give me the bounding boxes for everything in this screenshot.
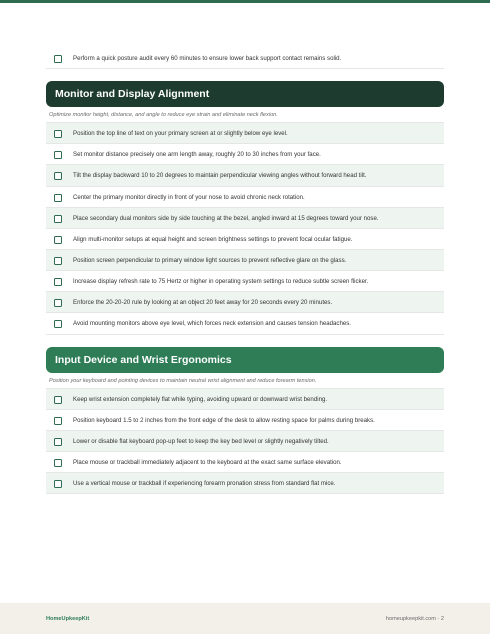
checklist-item[interactable] (46, 292, 444, 313)
checklist-item[interactable] (46, 452, 444, 473)
checkbox-icon[interactable] (54, 417, 62, 425)
checklist-item[interactable] (46, 165, 444, 186)
section-subtitle-monitor: Optimize monitor height, distance, and angle to reduce eye strain and eliminate neck flexion. (46, 107, 444, 123)
checklist-item-text: Position screen perpendicular to primary window light sources to prevent reflective glare on the glass. (73, 256, 347, 264)
page-footer (0, 603, 490, 634)
checklist-item[interactable] (46, 144, 444, 165)
checklist-item[interactable] (46, 271, 444, 292)
checkbox-icon[interactable] (54, 480, 62, 488)
checklist-item-text: Set monitor distance precisely one arm length away, roughly 20 to 30 inches from your face. (73, 151, 321, 159)
checkbox-icon[interactable] (54, 215, 62, 223)
checklist-item-text: Place secondary dual monitors side by side touching at the bezel, angled inward at 15 degrees toward your nose. (73, 214, 379, 222)
checklist-item-text: Tilt the display backward 10 to 20 degrees to maintain perpendicular viewing angles without forward head tilt. (73, 172, 367, 180)
checkbox-icon[interactable] (54, 130, 62, 138)
checklist-item[interactable] (46, 208, 444, 229)
section-heading-input: Input Device and Wrist Ergonomics (46, 347, 444, 373)
checklist-item-text: Increase display refresh rate to 75 Hertz or higher in operating system settings to reduce subtle screen flicker. (73, 278, 369, 286)
section-subtitle-input: Position your keyboard and pointing devices to maintain neutral wrist alignment and reduce forearm tension. (46, 373, 444, 389)
checkbox-icon[interactable] (54, 172, 62, 180)
checklist-item-text: Lower or disable flat keyboard pop-up feet to keep the key bed level or slightly negatively tilted. (73, 437, 329, 445)
top-rule (0, 0, 490, 3)
checklist-item[interactable] (46, 410, 444, 431)
checklist-item-text: Use a vertical mouse or trackball if experiencing forearm pronation stress from standard flat mice. (73, 480, 336, 488)
checklist-item-text: Center the primary monitor directly in front of your nose to avoid chronic neck rotation. (73, 193, 305, 201)
checkbox-icon[interactable] (54, 236, 62, 244)
checklist-item-text: Avoid mounting monitors above eye level, which forces neck extension and causes tension headaches. (73, 320, 351, 328)
checklist-item-text: Place mouse or trackball immediately adjacent to the keyboard at the exact same surface elevation. (73, 458, 342, 466)
checklist-item-text: Keep wrist extension completely flat while typing, avoiding upward or downward wrist bending. (73, 395, 328, 403)
checklist-item[interactable] (46, 123, 444, 144)
checklist-item[interactable] (46, 313, 444, 334)
checklist-item[interactable] (46, 431, 444, 452)
checkbox-icon[interactable] (54, 278, 62, 286)
checkbox-icon[interactable] (54, 55, 62, 63)
checkbox-icon[interactable] (54, 438, 62, 446)
checklist-page (46, 50, 444, 494)
checklist-item-text: Enforce the 20-20-20 rule by looking at an object 20 feet away for 20 seconds every 20 minutes. (73, 299, 333, 307)
checkbox-icon[interactable] (54, 320, 62, 328)
checkbox-icon[interactable] (54, 299, 62, 307)
checkbox-icon[interactable] (54, 257, 62, 265)
checkbox-icon[interactable] (54, 396, 62, 404)
checklist-item[interactable] (46, 229, 444, 250)
checklist-item-text: Position keyboard 1.5 to 2 inches from the front edge of the desk to allow resting space for palms during breaks. (73, 416, 375, 424)
checklist-item[interactable] (46, 473, 444, 494)
section-heading-monitor: Monitor and Display Alignment (46, 81, 444, 107)
checklist-item-text: Perform a quick posture audit every 60 minutes to ensure lower back support contact remains solid. (73, 55, 342, 62)
checklist-item[interactable] (46, 50, 444, 69)
checklist-item[interactable] (46, 389, 444, 410)
footer-page-info: homeupkeepkit.com · 2 (385, 615, 444, 622)
checklist-item[interactable] (46, 187, 444, 208)
checklist-item-text: Position the top line of text on your primary screen at or slightly below eye level. (73, 130, 288, 138)
footer-brand: HomeUpkeepKit (46, 615, 90, 622)
checkbox-icon[interactable] (54, 459, 62, 467)
checklist-item-text: Align multi-monitor setups at equal height and screen brightness settings to prevent focal ocular fatigue. (73, 235, 353, 243)
checkbox-icon[interactable] (54, 151, 62, 159)
checklist-item[interactable] (46, 250, 444, 271)
checkbox-icon[interactable] (54, 194, 62, 202)
